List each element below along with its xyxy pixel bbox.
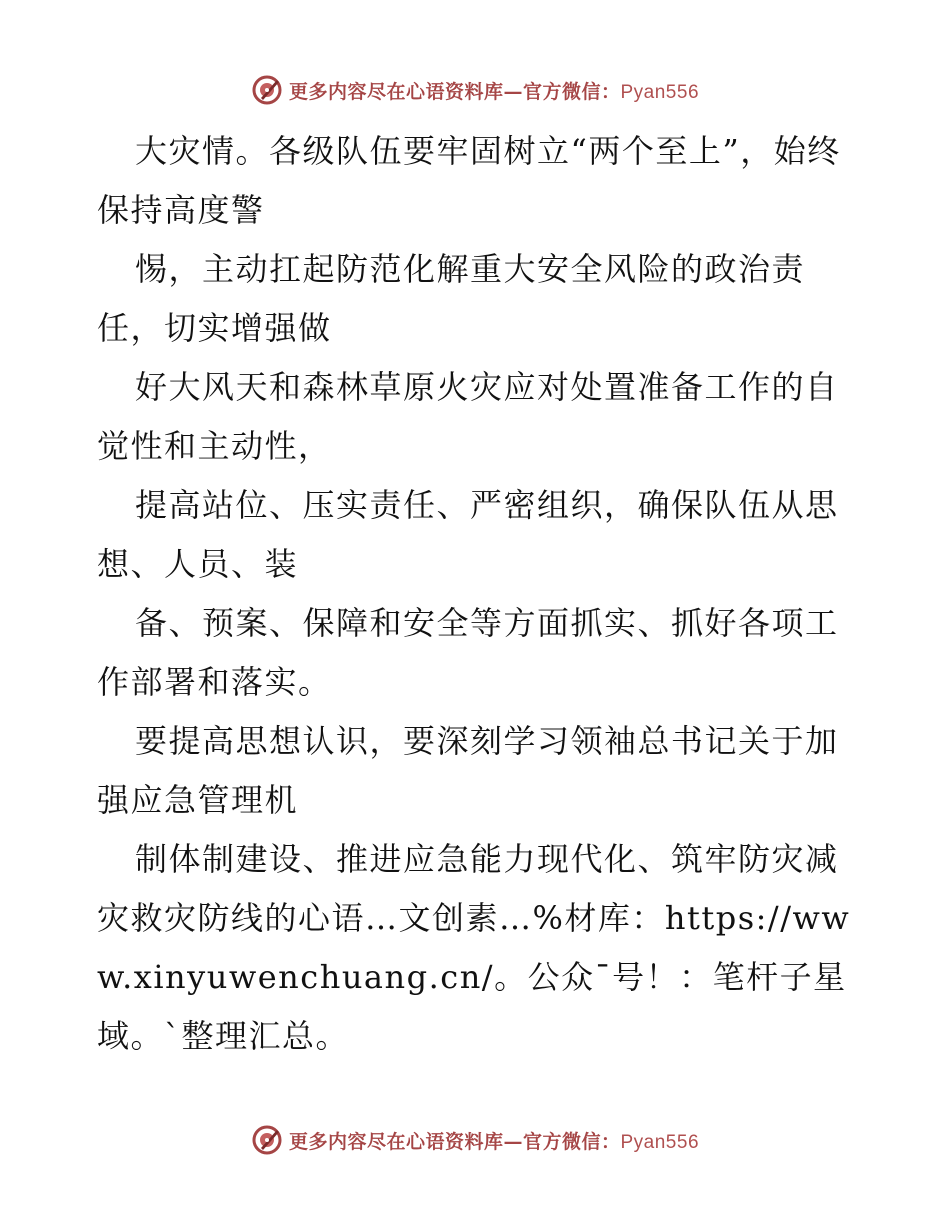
footer-wechat-id: Pyan556 — [620, 1131, 700, 1153]
document-body — [97, 122, 867, 1066]
header-wechat-id: Pyan556 — [620, 81, 700, 103]
header-text — [289, 77, 699, 104]
paragraph-5: 备、预案、保障和安全等方面抓实、抓好各项工作部署和落实。 — [97, 604, 839, 701]
header-separator: — — [503, 80, 523, 103]
paragraph-4: 提高站位、压实责任、严密组织，确保队伍从思想、人员、装 — [97, 486, 839, 583]
pen-logo-icon — [251, 74, 283, 106]
header-brand: 更多内容尽在心语资料库 — [288, 80, 504, 103]
header-banner — [0, 70, 950, 110]
footer-text — [289, 1127, 699, 1154]
paragraph-7: 制体制建设、推进应急能力现代化、筑牢防灾减灾救灾防线的心语…文创素…%材库：https://www.xinyuwenchuang.cn/。公众¯号！：笔杆子星域。`整理汇总。 — [97, 840, 851, 1055]
footer-separator: — — [503, 1130, 523, 1153]
footer-wechat-label: 官方微信： — [522, 1130, 621, 1153]
footer-banner — [0, 1120, 950, 1160]
paragraph-1: 大灾情。各级队伍要牢固树立“两个至上”，始终保持高度警 — [97, 132, 841, 229]
paragraph-6: 要提高思想认识，要深刻学习领袖总书记关于加强应急管理机 — [97, 722, 839, 819]
pen-logo-icon — [251, 1124, 283, 1156]
paragraph-2: 惕，主动扛起防范化解重大安全风险的政治责任，切实增强做 — [97, 250, 806, 347]
header-wechat-label: 官方微信： — [522, 80, 621, 103]
paragraph-3: 好大风天和森林草原火灾应对处置准备工作的自觉性和主动性， — [97, 368, 839, 465]
footer-brand: 更多内容尽在心语资料库 — [288, 1130, 504, 1153]
